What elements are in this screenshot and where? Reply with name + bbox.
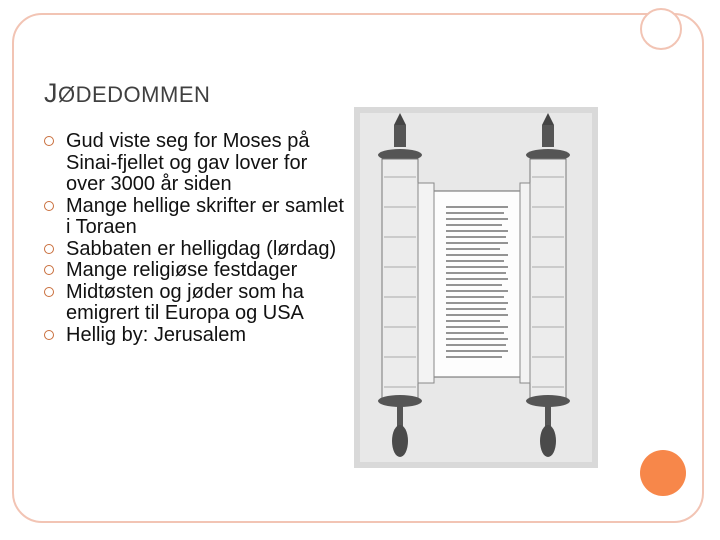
bullet-text: Midtøsten og jøder som ha emigrert til Europa og USA [66,280,304,324]
bullet-icon [44,244,54,254]
bullet-item [44,282,344,325]
bullet-item [44,239,344,261]
bullet-icon [44,287,54,297]
bullet-item [44,196,344,239]
slide-title [44,78,210,109]
slide-title-first-letter: J [44,78,58,108]
bullet-icon [44,136,54,146]
decorative-circle-filled [640,450,686,496]
torah-scroll-image [354,107,598,468]
bullet-icon [44,201,54,211]
bullet-text: Sabbaten er helligdag (lørdag) [66,237,337,260]
bullet-list [44,131,344,346]
bullet-text: Mange religiøse festdager [66,259,298,281]
bullet-text: Mange hellige skrifter er samlet i Toraen [66,194,344,238]
bullet-icon [44,330,54,340]
bullet-item [44,260,344,282]
bullet-item [44,325,344,347]
bullet-text: Hellig by: Jerusalem [66,323,247,346]
bullet-icon [44,265,54,275]
slide-title-rest: ØDEDOMMEN [58,82,211,107]
bullet-text: Gud viste seg for Moses på Sinai-fjellet og gav lover for over 3000 år siden [66,130,310,195]
decorative-circle-outline [640,8,682,50]
bullet-item [44,131,344,196]
